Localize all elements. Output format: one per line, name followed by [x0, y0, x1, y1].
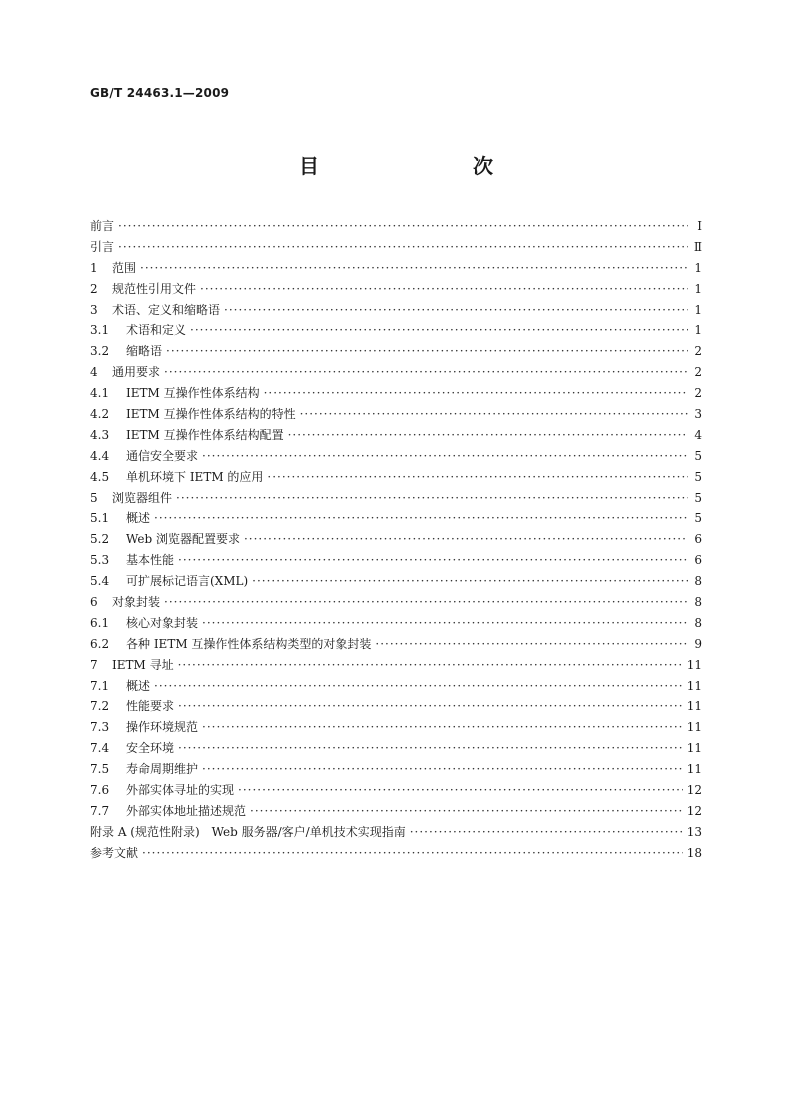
toc-entry-page: 1 — [694, 302, 702, 317]
toc-entry-number: 3 — [90, 302, 98, 317]
toc-leader-dots — [200, 279, 688, 300]
toc-leader-dots — [300, 404, 688, 425]
toc-entry[interactable] — [90, 383, 702, 404]
toc-entry-number: 4.1 — [90, 386, 110, 401]
toc-entry-number: 4 — [90, 365, 98, 380]
toc-leader-dots — [288, 425, 688, 446]
toc-entry[interactable] — [90, 634, 702, 655]
toc-leader-dots — [244, 529, 688, 550]
toc-leader-dots — [252, 571, 688, 592]
toc-entry-number: 4.5 — [90, 469, 110, 484]
toc-entry-page: 4 — [694, 427, 702, 442]
toc-entry-number: 7.6 — [90, 783, 110, 798]
toc-entry-number: 5.1 — [90, 511, 110, 526]
toc-leader-dots — [202, 613, 688, 634]
toc-entry-title: 术语和定义 — [126, 323, 187, 338]
toc-entry-page: 11 — [686, 720, 702, 735]
toc-entry[interactable] — [90, 676, 702, 697]
toc-entry[interactable] — [90, 362, 702, 383]
page-title: 目 次 — [299, 154, 531, 178]
toc-entry-number: 7.3 — [90, 720, 110, 735]
toc-entry[interactable] — [90, 446, 702, 467]
toc-entry-number: 7.4 — [90, 741, 110, 756]
toc-leader-dots — [178, 696, 683, 717]
toc-leader-dots — [164, 592, 688, 613]
toc-entry[interactable] — [90, 717, 702, 738]
toc-entry-number: 6.1 — [90, 615, 110, 630]
toc-entry-number: 3.2 — [90, 344, 110, 359]
toc-entry-title: 前言 — [90, 219, 115, 233]
toc-entry[interactable] — [90, 341, 702, 362]
toc-entry-page: 18 — [686, 845, 702, 860]
toc-entry-page: 11 — [686, 762, 702, 777]
toc-leader-dots — [154, 676, 683, 697]
toc-leader-dots — [202, 759, 683, 780]
toc-entry-page: 1 — [694, 281, 702, 296]
toc-entry[interactable] — [90, 508, 702, 529]
toc-entry-page: 5 — [694, 448, 702, 463]
toc-entry-page: Ⅰ — [697, 219, 702, 233]
toc-leader-dots — [118, 237, 688, 258]
toc-leader-dots — [176, 488, 688, 509]
toc-entry[interactable] — [90, 258, 702, 279]
toc-entry-number: 7.2 — [90, 699, 110, 714]
toc-list — [90, 216, 702, 864]
toc-entry-title: 范围 — [112, 260, 137, 275]
toc-entry[interactable] — [90, 425, 702, 446]
toc-entry-number: 4.2 — [90, 407, 110, 422]
toc-entry-number: 2 — [90, 281, 98, 296]
toc-leader-dots — [118, 216, 688, 237]
toc-entry-title: 安全环境 — [126, 741, 175, 756]
toc-entry-title: 附录 A (规范性附录) Web 服务器/客户/单机技术实现指南 — [90, 824, 406, 839]
toc-entry-page: 2 — [694, 386, 702, 401]
toc-entry-title: 参考文献 — [90, 845, 139, 860]
toc-entry-page: 8 — [694, 574, 702, 589]
toc-leader-dots — [190, 320, 688, 341]
toc-entry-title: 基本性能 — [126, 553, 175, 568]
toc-entry[interactable] — [90, 300, 702, 321]
toc-entry-page: 3 — [694, 407, 702, 422]
toc-entry-title: IETM 互操作性体系结构配置 — [126, 427, 284, 442]
toc-leader-dots — [166, 341, 688, 362]
toc-entry-page: 6 — [694, 553, 702, 568]
toc-entry[interactable] — [90, 822, 702, 843]
toc-entry[interactable] — [90, 320, 702, 341]
toc-entry-title: IETM 互操作性体系结构的特性 — [126, 407, 296, 422]
toc-leader-dots — [178, 655, 683, 676]
toc-leader-dots — [238, 780, 683, 801]
toc-entry-page: 13 — [686, 824, 702, 839]
toc-leader-dots — [164, 362, 688, 383]
toc-leader-dots — [224, 300, 688, 321]
toc-entry[interactable] — [90, 613, 702, 634]
toc-entry-page: 8 — [694, 615, 702, 630]
toc-entry-page: 11 — [686, 678, 702, 693]
toc-entry-number: 1 — [90, 260, 98, 275]
toc-entry-title: 对象封装 — [112, 595, 161, 610]
toc-entry[interactable] — [90, 237, 702, 258]
toc-entry[interactable] — [90, 843, 702, 864]
toc-entry-number: 5.3 — [90, 553, 110, 568]
toc-leader-dots — [178, 738, 683, 759]
toc-entry[interactable] — [90, 655, 702, 676]
toc-entry[interactable] — [90, 279, 702, 300]
toc-entry-title: 各种 IETM 互操作性体系结构类型的对象封装 — [126, 636, 372, 651]
toc-leader-dots — [375, 634, 688, 655]
toc-leader-dots — [154, 508, 688, 529]
toc-entry-title: 可扩展标记语言(XML) — [126, 574, 249, 589]
toc-entry[interactable] — [90, 216, 702, 237]
toc-entry-title: 规范性引用文件 — [112, 281, 197, 296]
toc-entry-page: 5 — [694, 469, 702, 484]
toc-entry[interactable] — [90, 696, 702, 717]
toc-entry-title: 外部实体寻址的实现 — [126, 783, 235, 798]
toc-entry-page: 5 — [694, 511, 702, 526]
toc-leader-dots — [140, 258, 688, 279]
toc-entry[interactable] — [90, 759, 702, 780]
toc-entry[interactable] — [90, 467, 702, 488]
toc-entry-title: 性能要求 — [126, 699, 175, 714]
toc-entry-number: 7.1 — [90, 678, 110, 693]
toc-entry-page: 2 — [694, 365, 702, 380]
toc-entry[interactable] — [90, 529, 702, 550]
toc-entry-title: 术语、定义和缩略语 — [112, 302, 221, 317]
toc-entry-number: 6.2 — [90, 636, 110, 651]
toc-entry-page: 11 — [686, 657, 702, 672]
toc-entry-number: 5.2 — [90, 532, 110, 547]
toc-entry[interactable] — [90, 801, 702, 822]
toc-entry-page: 11 — [686, 741, 702, 756]
standard-code: GB/T 24463.1—2009 — [90, 86, 230, 100]
toc-entry-number: 4.3 — [90, 427, 110, 442]
toc-entry-title: 寿命周期维护 — [126, 762, 199, 777]
toc-entry-title: 缩略语 — [126, 344, 163, 359]
toc-entry-title: Web 浏览器配置要求 — [126, 532, 240, 547]
toc-entry-page: 12 — [686, 803, 702, 818]
toc-leader-dots — [250, 801, 683, 822]
toc-entry[interactable] — [90, 404, 702, 425]
toc-entry-title: 核心对象封装 — [126, 615, 199, 630]
toc-entry-title: 外部实体地址描述规范 — [126, 803, 247, 818]
toc-entry[interactable] — [90, 571, 702, 592]
toc-leader-dots — [264, 383, 688, 404]
toc-leader-dots — [410, 822, 683, 843]
toc-entry-page: 2 — [694, 344, 702, 359]
toc-entry-title: 概述 — [126, 678, 151, 693]
toc-entry-page: 11 — [686, 699, 702, 714]
toc-leader-dots — [202, 717, 683, 738]
toc-entry-title: 引言 — [90, 239, 115, 254]
toc-entry-page: 6 — [694, 532, 702, 547]
toc-entry-page: 9 — [694, 636, 702, 651]
toc-entry-page: 12 — [686, 783, 702, 798]
toc-entry[interactable] — [90, 780, 702, 801]
toc-entry-number: 3.1 — [90, 323, 110, 338]
toc-entry-page: Ⅱ — [693, 239, 702, 254]
toc-leader-dots — [178, 550, 688, 571]
toc-entry-title: 通用要求 — [112, 365, 161, 380]
toc-entry-title: 概述 — [126, 511, 151, 526]
toc-entry-page: 8 — [694, 595, 702, 610]
toc-entry-number: 7.5 — [90, 762, 110, 777]
toc-entry-page: 1 — [694, 260, 702, 275]
toc-entry-number: 4.4 — [90, 448, 110, 463]
toc-entry[interactable] — [90, 488, 702, 509]
toc-leader-dots — [267, 467, 688, 488]
toc-entry[interactable] — [90, 592, 702, 613]
toc-leader-dots — [142, 843, 683, 864]
toc-entry-title: 单机环境下 IETM 的应用 — [126, 469, 264, 484]
toc-entry-title: 通信安全要求 — [126, 448, 199, 463]
toc-entry-number: 7.7 — [90, 803, 110, 818]
toc-entry-title: IETM 寻址 — [112, 657, 174, 672]
toc-entry-title: IETM 互操作性体系结构 — [126, 386, 260, 401]
toc-entry-title: 操作环境规范 — [126, 720, 199, 735]
toc-entry-page: 1 — [694, 323, 702, 338]
toc-entry[interactable] — [90, 550, 702, 571]
toc-entry-number: 5 — [90, 490, 98, 505]
toc-entry-page: 5 — [694, 490, 702, 505]
toc-entry-number: 5.4 — [90, 574, 110, 589]
toc-entry-number: 7 — [90, 657, 98, 672]
toc-entry[interactable] — [90, 738, 702, 759]
toc-entry-number: 6 — [90, 595, 98, 610]
toc-leader-dots — [202, 446, 688, 467]
toc-entry-title: 浏览器组件 — [112, 490, 173, 505]
